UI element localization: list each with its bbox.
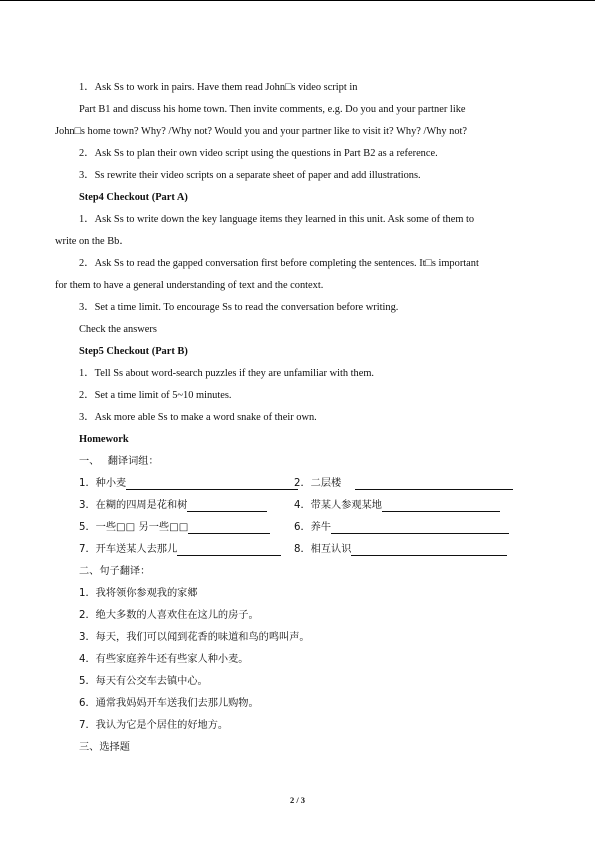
step-item-3: 3．Ss rewrite their video scripts on a separate sheet of paper and add illustrations.	[79, 170, 421, 181]
phrase-label: 4．带某人参观某地	[294, 500, 382, 511]
phrase-item	[294, 477, 513, 490]
answer-blank[interactable]	[382, 500, 500, 512]
phrase-label: 1．种小麦	[79, 478, 127, 489]
page-number: 2 / 3	[289, 795, 306, 805]
step-item-2: 2．Ask Ss to plan their own video script using the questions in Part B2 as a reference.	[79, 148, 438, 159]
answer-blank[interactable]	[177, 544, 281, 556]
answer-blank[interactable]	[126, 478, 298, 490]
step4-check: Check the answers	[79, 324, 157, 335]
sentence-item: 7．我认为它是个居住的好地方。	[79, 720, 229, 731]
answer-blank[interactable]	[187, 500, 267, 512]
answer-blank[interactable]	[355, 478, 513, 490]
step-item-1-cont: John□s home town? Why? /Why not? Would you and your partner like to visit it? Why? /Why not?	[55, 126, 468, 137]
answer-blank[interactable]	[188, 522, 270, 534]
answer-blank[interactable]	[331, 522, 509, 534]
phrase-label: 3．在糊的四周是花和树	[79, 500, 188, 511]
step5-heading: Step5 Checkout (Part B)	[79, 346, 188, 357]
phrase-label: 6．养牛	[294, 522, 332, 533]
phrase-label: 2．二层楼	[294, 478, 342, 489]
phrase-label: 8．相互认识	[294, 544, 352, 555]
step4-heading: Step4 Checkout (Part A)	[79, 192, 188, 203]
sentence-item: 1．我将领你参观我的家郷	[79, 588, 198, 599]
step4-item-2-cont: for them to have a general understanding of text and the context.	[55, 280, 324, 291]
step5-item-2: 2．Set a time limit of 5~10 minutes.	[79, 390, 232, 401]
phrase-item	[79, 521, 270, 534]
step5-item-3: 3．Ask more able Ss to make a word snake of their own.	[79, 412, 317, 423]
sentence-item: 5．每天有公交车去镇中心。	[79, 676, 208, 687]
sentence-item: 4．有些家庭养牛还有些家人种小麦。	[79, 654, 249, 665]
phrase-item	[294, 543, 507, 556]
sentence-item: 6．通常我妈妈开车送我们去那儿购物。	[79, 698, 259, 709]
homework-heading: Homework	[79, 434, 129, 445]
step4-item-2: 2．Ask Ss to read the gapped conversation first before completing the sentences. It□s important	[79, 258, 479, 269]
phrase-item	[79, 543, 281, 556]
phrase-item	[79, 477, 298, 490]
phrase-item	[294, 521, 509, 534]
sentence-item: 3．每天，我们可以闻到花香的味道和鸟的鸣叫声。	[79, 632, 310, 643]
phrase-item	[294, 499, 500, 512]
answer-blank[interactable]	[351, 544, 507, 556]
homework-section-title: 一、 翻译词组：	[79, 456, 159, 467]
homework-section-title: 三、选择题	[79, 742, 130, 753]
step4-item-3: 3．Set a time limit. To encourage Ss to read the conversation before writing.	[79, 302, 399, 313]
phrase-label: 5．一些□□ 另一些□□	[79, 522, 189, 533]
homework-section-title: 二、句子翻译：	[79, 566, 151, 577]
step-item-1: 1．Ask Ss to work in pairs. Have them read John□s video script in	[79, 82, 358, 93]
phrase-item	[79, 499, 267, 512]
step4-item-1-cont: write on the Bb．	[55, 236, 130, 247]
step5-item-1: 1．Tell Ss about word-search puzzles if they are unfamiliar with them.	[79, 368, 375, 379]
sentence-item: 2．绝大多数的人喜欢住在这儿的房子。	[79, 610, 259, 621]
step-item-1-cont: Part B1 and discuss his home town. Then invite comments, e.g. Do you and your partner like	[79, 104, 466, 115]
phrase-label: 7．开车送某人去那儿	[79, 544, 178, 555]
step4-item-1: 1．Ask Ss to write down the key language items they learned in this unit. Ask some of them to	[79, 214, 475, 225]
